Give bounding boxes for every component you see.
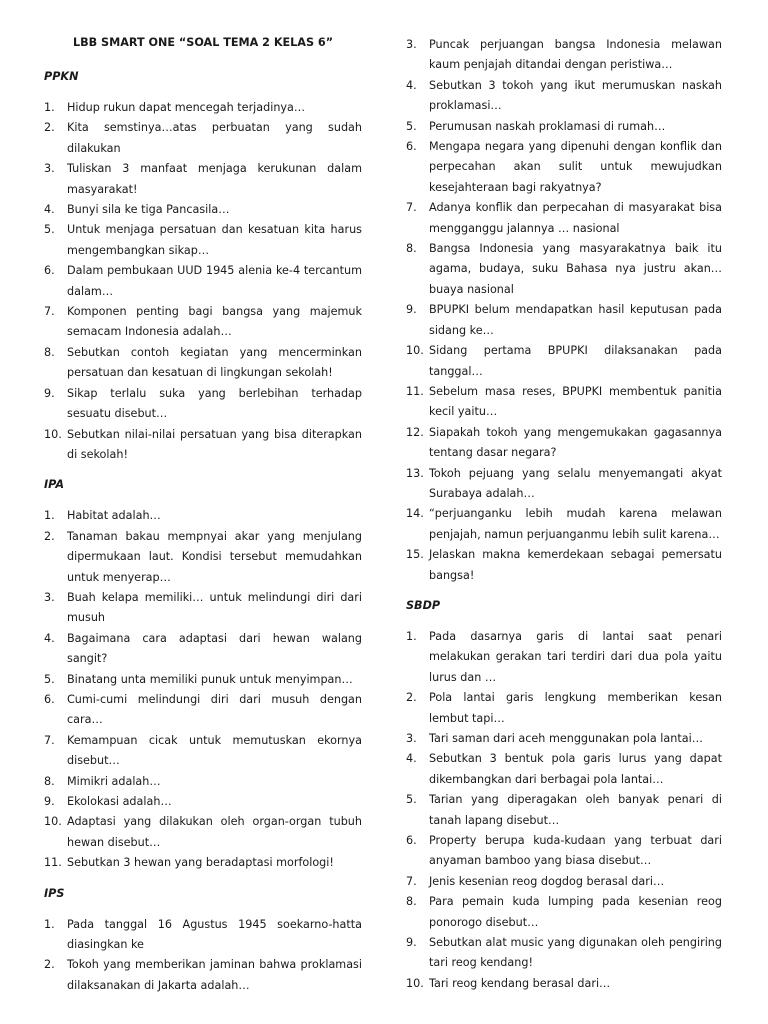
section-heading-ips: IPS [44,886,65,900]
question-item [44,261,362,302]
question-item [406,76,722,117]
question-number: 5. [44,223,55,237]
question-number: 4. [44,631,55,645]
document-title: LBB SMART ONE “SOAL TEMA 2 KELAS 6” [72,36,334,49]
question-number: 9. [406,303,417,317]
question-text: Sebutkan 3 bentuk pola garis lurus yang dapat dikembangkan dari berbagai pola lantai… [429,752,722,786]
question-text: Para pemain kuda lumping pada kesenian reog ponorogo disebut… [429,895,722,929]
question-item [44,343,362,384]
question-text: Kita semstinya…atas perbuatan yang sudah dilakukan [67,121,362,155]
question-item [406,892,722,933]
question-list-ipa [44,506,362,873]
question-number: 1. [44,101,55,114]
question-text: Mengapa negara yang dipenuhi dengan konflik dan perpecahan akan sulit untuk mewujudkan kesejahteraan bagi rakyatnya? [429,140,722,194]
question-text: Adanya konflik dan perpecahan di masyarakat bisa mengganggu jalannya … nasional [429,201,722,235]
question-text: Habitat adalah… [67,509,161,523]
question-item [406,198,722,239]
question-text: Siapakah tokoh yang mengemukakan gagasannya tentang dasar negara? [429,425,722,460]
left-column [44,32,362,996]
right-column [406,35,722,994]
question-text: Jelaskan makna kemerdekaan sebagai pemersatu bangsa! [429,548,722,582]
question-item [406,545,722,586]
question-item [44,200,362,220]
question-number: 5. [406,119,417,133]
question-number: 14. [406,507,424,521]
question-text: Untuk menjaga persatuan dan kesatuan kita harus mengembangkan sikap… [67,223,362,257]
question-item [406,933,722,974]
question-item [406,35,722,76]
question-number: 11. [406,384,424,398]
question-item [44,506,362,526]
question-number: 1. [406,629,417,643]
question-text: Cumi-cumi melindungi diri dari musuh dengan cara… [67,692,362,727]
question-text: Perumusan naskah proklamasi di rumah… [429,119,666,133]
question-number: 7. [406,201,417,215]
question-number: 7. [406,874,417,888]
question-text: Pada tanggal 16 Agustus 1945 soekarno-hatta diasingkan ke [67,917,362,952]
question-item [406,627,722,688]
question-number: 5. [44,672,55,686]
question-text: Sebutkan 3 hewan yang beradaptasi morfologi! [67,856,334,870]
section-heading-ppkn: PPKN [44,70,79,83]
question-item [406,464,722,505]
question-number: 3. [406,38,417,51]
question-item [44,588,362,629]
question-item [44,118,362,159]
question-number: 2. [406,691,417,705]
question-text: Property berupa kuda-kudaan yang terbuat dari anyaman bamboo yang biasa disebut… [429,834,722,868]
question-item [44,955,362,996]
question-number: 8. [406,895,417,909]
question-text: Sebutkan contoh kegiatan yang mencerminkan persatuan dan kesatuan di lingkungan sekolah! [67,345,362,380]
question-text: Mimikri adalah… [67,774,161,788]
question-number: 3. [406,732,417,745]
question-item [406,974,722,994]
question-number: 1. [44,917,55,931]
question-text: Sidang pertama BPUPKI dilaksanakan pada tanggal… [429,344,722,378]
question-number: 6. [44,264,55,278]
question-text: Tanaman bakau mempnyai akar yang menjulang dipermukaan laut. Kondisi tersebut memudahkan untuk menyerap… [67,529,362,584]
section-heading-ipa: IPA [44,478,64,492]
question-number: 3. [44,162,55,176]
question-item [44,915,362,956]
question-item [406,790,722,831]
question-item [406,688,722,729]
question-number: 10. [406,344,424,358]
question-item [44,731,362,772]
question-text: Tarian yang diperagakan oleh banyak penari di tanah lapang disebut… [429,793,722,827]
question-number: 12. [406,425,424,439]
question-text: Pada dasarnya garis di lantai saat penari melakukan gerakan tari terdiri dari dua pola yaitu lurus dan … [429,629,722,684]
question-text: Puncak perjuangan bangsa Indonesia melawan kaum penjajah ditandai dengan peristiwa… [429,38,722,72]
question-item [44,302,362,343]
question-text: Bunyi sila ke tiga Pancasila… [67,203,230,217]
question-number: 9. [406,936,417,950]
question-text: Tokoh yang memberikan jaminan bahwa proklamasi dilaksanakan di Jakarta adalah… [67,958,362,992]
question-text: Tuliskan 3 manfaat menjaga kerukunan dalam masyarakat! [67,162,362,196]
question-number: 7. [44,305,55,319]
question-number: 9. [44,795,55,808]
question-number: 3. [44,590,55,604]
question-text: Hidup rukun dapat mencegah terjadinya… [67,101,306,114]
question-text: Komponen penting bagi bangsa yang majemuk semacam Indonesia adalah… [67,305,362,339]
question-number: 8. [406,242,417,256]
question-number: 2. [44,121,55,135]
question-number: 5. [406,793,417,807]
question-item [406,341,722,382]
question-text: Ekolokasi adalah… [67,795,172,808]
question-number: 2. [44,958,55,972]
question-item [406,423,722,464]
question-item [44,853,362,873]
question-text: Sebutkan nilai-nilai persatuan yang bisa diterapkan di sekolah! [67,427,362,461]
question-list-sbdp [406,627,722,994]
question-item [44,670,362,690]
question-number: 10. [44,427,62,441]
question-text: Jenis kesenian reog dogdog berasal dari… [429,874,665,888]
question-number: 11. [44,856,62,870]
question-item [406,137,722,198]
question-number: 8. [44,774,55,788]
question-item [44,220,362,261]
question-item [44,772,362,792]
section-heading-sbdp: SBDP [406,598,441,612]
question-text: BPUPKI belum mendapatkan hasil keputusan pada sidang ke… [429,303,722,337]
question-number: 9. [44,386,55,400]
question-number: 6. [406,140,417,154]
question-item [406,504,722,545]
question-item [406,831,722,872]
question-number: 6. [406,834,417,848]
question-number: 2. [44,529,55,543]
question-number: 4. [406,752,417,766]
question-number: 7. [44,733,55,747]
question-item [406,300,722,341]
question-number: 6. [44,692,55,706]
question-item [406,239,722,300]
question-item [406,729,722,749]
question-text: Tokoh pejuang yang selalu menyemangati akyat Surabaya adalah… [429,466,722,500]
question-text: Buah kelapa memiliki… untuk melindungi diri dari musuh [67,590,362,625]
question-text: Kemampuan cicak untuk memutuskan ekornya disebut… [67,733,362,768]
question-item [44,690,362,731]
question-text: Sebutkan alat music yang digunakan oleh pengiring tari reog kendang! [429,936,722,970]
question-list-ips-part1 [44,915,362,997]
question-item [44,812,362,853]
question-text: Bagaimana cara adaptasi dari hewan walang sangit? [67,631,362,666]
question-item [44,629,362,670]
question-text: Sebelum masa reses, BPUPKI membentuk panitia kecil yaitu… [429,384,722,419]
question-number: 8. [44,345,55,359]
question-number: 4. [44,203,55,217]
question-text: Tari saman dari aceh menggunakan pola lantai… [429,732,703,745]
question-text: Sikap terlalu suka yang berlebihan terhadap sesuatu disebut… [67,386,362,421]
question-item [406,872,722,892]
question-item [44,792,362,812]
question-number: 13. [406,466,424,480]
question-item [44,425,362,466]
question-number: 15. [406,548,424,562]
question-list-ips-part2 [406,35,722,586]
question-text: Dalam pembukaan UUD 1945 alenia ke-4 tercantum dalam… [67,264,362,298]
question-text: “perjuanganku lebih mudah karena melawan penjajah, namun perjuanganmu lebih sulit karena… [429,507,722,541]
question-item [44,159,362,200]
question-text: Bangsa Indonesia yang masyarakatnya baik itu agama, budaya, suku Bahasa nya justru akan… buaya nasional [429,242,722,296]
question-item [44,98,362,118]
question-text: Tari reog kendang berasal dari… [429,976,611,990]
question-text: Pola lantai garis lengkung memberikan kesan lembut tapi… [429,691,722,725]
question-text: Sebutkan 3 tokoh yang ikut merumuskan naskah proklamasi… [429,78,722,113]
question-number: 10. [406,976,424,990]
question-list-ppkn [44,98,362,465]
question-number: 1. [44,509,55,523]
question-text: Adaptasi yang dilakukan oleh organ-organ tubuh hewan disebut… [67,815,362,849]
question-item [406,382,722,423]
question-item [406,117,722,137]
question-number: 4. [406,78,417,92]
question-item [44,527,362,588]
question-number: 10. [44,815,62,829]
question-item [44,384,362,425]
question-item [406,749,722,790]
question-text: Binatang unta memiliki punuk untuk menyimpan… [67,672,353,686]
